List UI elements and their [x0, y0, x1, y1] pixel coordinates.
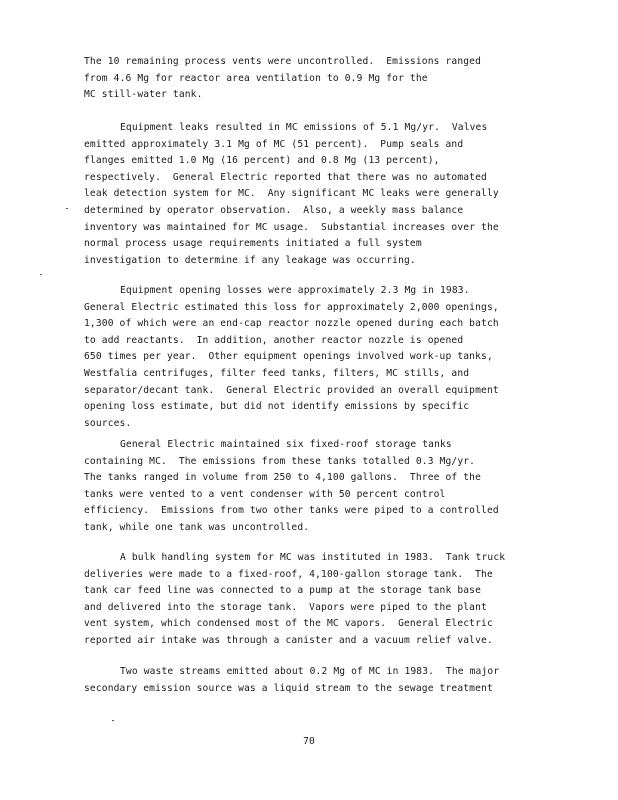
text-line: flanges emitted 1.0 Mg (16 percent) and 0.8 Mg (13 percent),	[84, 155, 440, 167]
text-line: respectively. General Electric reported that there was no automated	[84, 171, 487, 183]
text-line: tanks were vented to a vent condenser with 50 percent control	[84, 488, 446, 500]
text-line: MC still-water tank.	[84, 89, 203, 101]
text-line: Two waste streams emitted about 0.2 Mg of MC in 1983. The major	[120, 666, 500, 677]
text-line: emitted approximately 3.1 Mg of MC (51 percent). Pump seals and	[84, 138, 464, 150]
text-line: 1,300 of which were an end-cap reactor nozzle opened during each batch	[84, 318, 499, 330]
text-line: A bulk handling system for MC was instituted in 1983. Tank truck	[120, 552, 506, 563]
text-line: 650 times per year. Other equipment openings involved work-up tanks,	[84, 351, 493, 363]
scan-speck	[112, 720, 114, 721]
text-line: deliveries were made to a fixed-roof, 4,100-gallon storage tank. The	[84, 568, 493, 580]
text-line: reported air intake was through a canister and a vacuum relief valve.	[84, 634, 493, 646]
text-line: inventory was maintained for MC usage. Substantial increases over the	[84, 221, 499, 233]
page-number: 70	[303, 736, 315, 747]
text-line: normal process usage requirements initiated a full system	[84, 238, 422, 250]
scan-speck	[66, 208, 68, 209]
text-line: The tanks ranged in volume from 250 to 4,100 gallons. Three of the	[84, 472, 482, 484]
text-line: sources.	[84, 417, 132, 429]
scan-speck	[40, 274, 42, 275]
text-line: containing MC. The emissions from these tanks totalled 0.3 Mg/yr.	[84, 455, 476, 467]
text-line: General Electric maintained six fixed-roof storage tanks	[120, 439, 452, 450]
paragraph-process-vents	[84, 54, 564, 104]
text-line: to add reactants. In addition, another reactor nozzle is opened	[84, 334, 464, 346]
text-line: vent system, which condensed most of the MC vapors. General Electric	[84, 618, 493, 630]
text-line: investigation to determine if any leakage was occurring.	[84, 254, 416, 266]
text-line: Equipment opening losses were approximately 2.3 Mg in 1983.	[120, 285, 470, 296]
paragraph-equipment-opening	[84, 283, 564, 432]
text-line: separator/decant tank. General Electric provided an overall equipment	[84, 384, 499, 396]
text-line: secondary emission source was a liquid stream to the sewage treatment	[84, 682, 493, 694]
text-line: from 4.6 Mg for reactor area ventilation to 0.9 Mg for the	[84, 72, 428, 84]
text-line: tank, while one tank was uncontrolled.	[84, 521, 310, 533]
paragraph-waste-streams	[84, 664, 564, 697]
paragraph-equipment-leaks	[84, 120, 564, 269]
text-line: Westfalia centrifuges, filter feed tanks, filters, MC stills, and	[84, 367, 470, 379]
text-line: tank car feed line was connected to a pump at the storage tank base	[84, 585, 482, 597]
text-line: efficiency. Emissions from two other tanks were piped to a controlled	[84, 505, 499, 517]
text-line: leak detection system for MC. Any significant MC leaks were generally	[84, 188, 499, 200]
text-line: determined by operator observation. Also, a weekly mass balance	[84, 204, 464, 216]
text-line: and delivered into the storage tank. Vapors were piped to the plant	[84, 601, 487, 613]
text-line: Equipment leaks resulted in MC emissions of 5.1 Mg/yr. Valves	[120, 122, 488, 133]
text-line: The 10 remaining process vents were uncontrolled. Emissions ranged	[84, 56, 482, 67]
text-line: opening loss estimate, but did not identify emissions by specific	[84, 401, 470, 413]
paragraph-storage-tanks	[84, 437, 564, 537]
paragraph-bulk-handling	[84, 550, 564, 650]
text-line: General Electric estimated this loss for approximately 2,000 openings,	[84, 301, 499, 313]
